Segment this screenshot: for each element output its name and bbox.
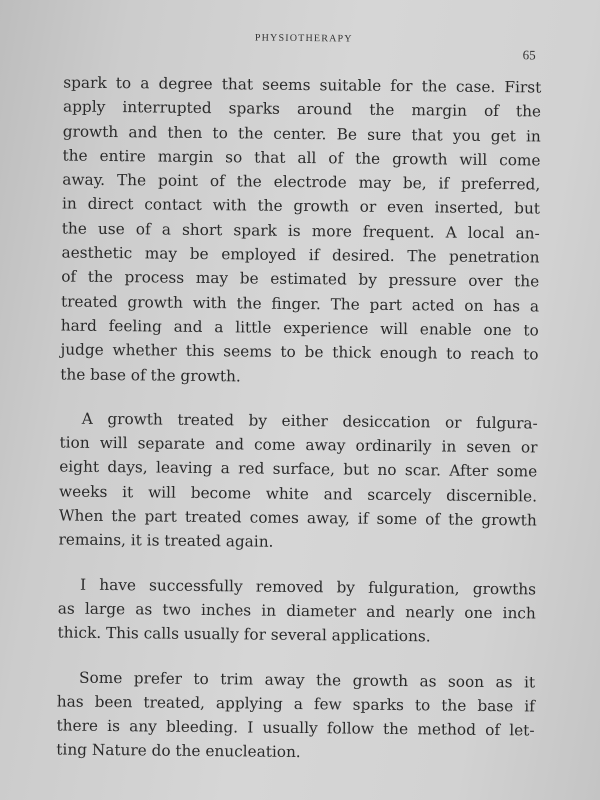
text-line: ting Nature do the enucleation.	[56, 740, 301, 762]
text-line: weeks it will become white and scarcely discernible.	[58, 482, 538, 506]
text-line: of the process may be estimated by pressure over the	[61, 267, 540, 291]
text-line: hard feeling and a little experience will enable one to	[60, 316, 539, 340]
text-line: I have successfully removed by fulguration, growths	[79, 575, 537, 599]
text-line: When the part treated comes away, if some of the growth	[58, 506, 537, 530]
body-text	[56, 71, 541, 788]
text-line: apply interrupted sparks around the margin of the	[62, 97, 542, 121]
text-line: there is any bleeding. I usually follow the method of let-	[56, 716, 535, 740]
text-line: A growth treated by either desiccation or fulgura-	[81, 409, 538, 433]
paragraph-2	[58, 406, 538, 557]
text-line: judge whether this seems to be thick enough to reach to	[60, 340, 539, 364]
text-line: eight days, leaving a red surface, but no scar. After some	[59, 457, 538, 481]
running-head: PHYSIOTHERAPY	[254, 32, 353, 45]
text-line: as large as two inches in diameter and nearly one inch	[57, 599, 536, 623]
text-line: thick. This calls usually for several applications.	[57, 623, 431, 646]
text-line: aesthetic may be employed if desired. The penetration	[61, 243, 540, 267]
text-line: away. The point of the electrode may be, if preferred,	[62, 170, 541, 194]
text-line: has been treated, applying a few sparks to the base if	[56, 692, 535, 716]
text-line: the entire margin so that all of the growth will come	[62, 146, 541, 170]
text-line: spark to a degree that seems suitable for the case. First	[63, 73, 542, 97]
text-line: treated growth with the finger. The part acted on has a	[60, 292, 540, 316]
paragraph-3	[57, 572, 536, 650]
text-line: growth and then to the center. Be sure that you get in	[62, 122, 541, 146]
text-line: the use of a short spark is more frequent. A local an-	[61, 219, 540, 243]
text-line: Some prefer to trim away the growth as soon as it	[78, 668, 536, 692]
paragraph-4	[56, 665, 535, 767]
text-line: remains, it is treated again.	[58, 530, 274, 552]
text-line: the base of the growth.	[60, 365, 241, 385]
paragraph-1	[60, 71, 541, 392]
page-number: 65	[522, 47, 536, 63]
text-line: tion will separate and come away ordinarily in seven or	[59, 433, 538, 457]
text-line: in direct contact with the growth or even inserted, but	[61, 194, 541, 218]
